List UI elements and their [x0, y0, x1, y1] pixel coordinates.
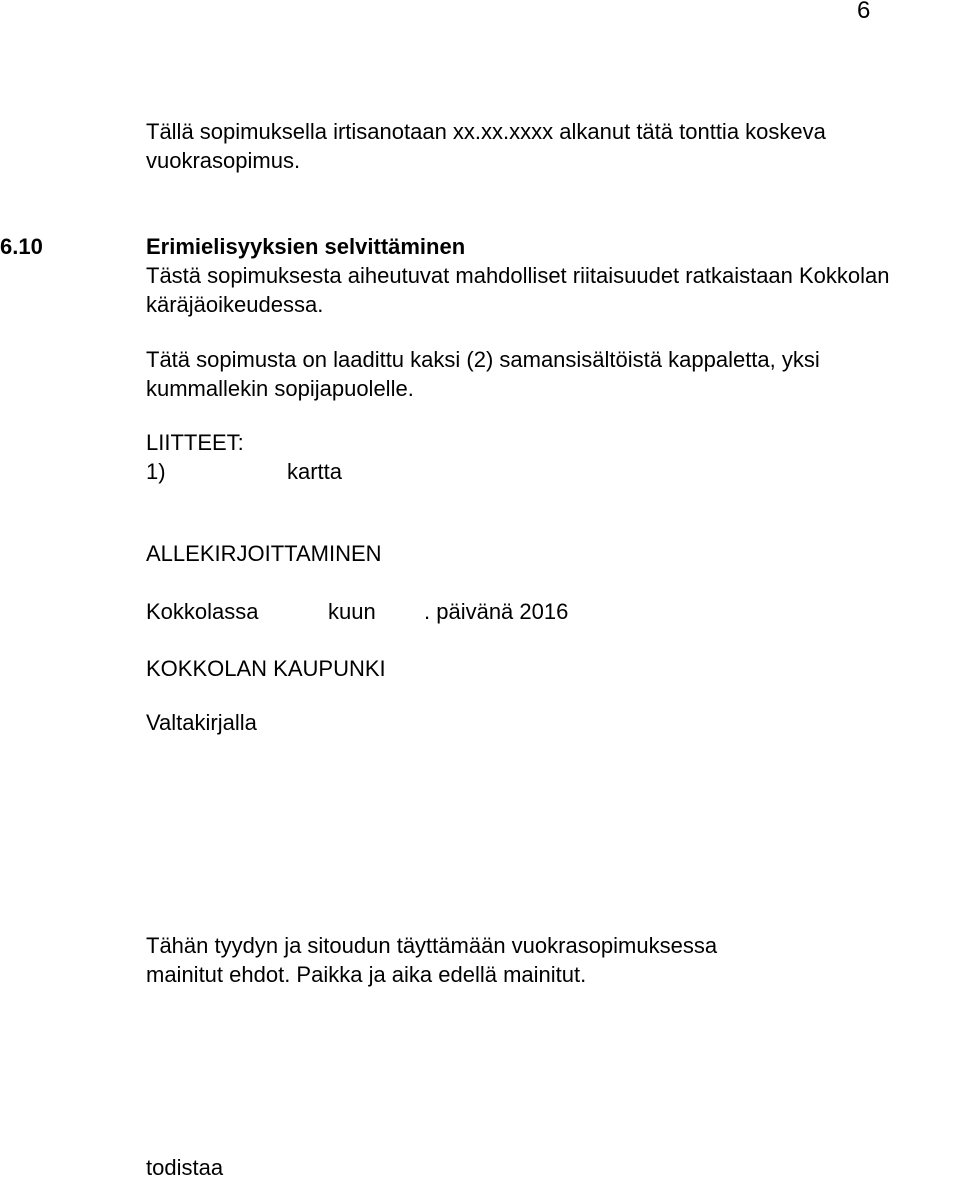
termination-line-2: vuokrasopimus.: [146, 148, 301, 173]
signing-party: [146, 654, 960, 683]
attachment-item: [146, 457, 960, 486]
commitment-line-1: Tähän tyydyn ja sitoudun täyttämään vuokrasopimuksessa: [146, 933, 718, 958]
commitment-line-2: mainitut ehdot. Paikka ja aika edellä mainitut.: [146, 962, 587, 987]
copies-line-2: kummallekin sopijapuolelle.: [146, 376, 414, 401]
page-number: 6: [857, 0, 871, 24]
copies-line-1: Tätä sopimusta on laadittu kaksi (2) samansisältöistä kappaletta, yksi: [146, 347, 820, 372]
authority-text: Valtakirjalla: [146, 710, 257, 735]
witness-section: [146, 1153, 960, 1182]
witness-text: todistaa: [146, 1155, 224, 1180]
attachments: [146, 428, 960, 486]
attachment-label: kartta: [287, 459, 343, 484]
signing-day: . päivänä 2016: [424, 599, 569, 624]
section-title: Erimielisyyksien selvittäminen: [146, 234, 466, 259]
commitment-paragraph: [146, 931, 960, 989]
section-number: 6.10: [0, 234, 43, 259]
signing-place-date: [146, 597, 960, 626]
dispute-line-1: Tästä sopimuksesta aiheutuvat mahdolliset riitaisuudet ratkaistaan Kokkolan: [146, 263, 890, 288]
signing-authority: [146, 708, 960, 737]
party-name: KOKKOLAN KAUPUNKI: [146, 656, 386, 681]
signing-heading: [146, 539, 960, 568]
section-heading: [0, 232, 960, 261]
signing-place: Kokkolassa: [146, 599, 259, 624]
signing-month: kuun: [328, 599, 376, 624]
signing-title: ALLEKIRJOITTAMINEN: [146, 541, 382, 566]
dispute-line-2: käräjäoikeudessa.: [146, 292, 324, 317]
termination-line-1: Tällä sopimuksella irtisanotaan xx.xx.xxxx alkanut tätä tonttia koskeva: [146, 119, 826, 144]
copies-paragraph: [146, 345, 960, 403]
termination-paragraph: [146, 117, 960, 175]
attachment-number: 1): [146, 459, 166, 484]
section-6-10: [0, 232, 960, 319]
attachments-heading: LIITTEET:: [146, 430, 244, 455]
